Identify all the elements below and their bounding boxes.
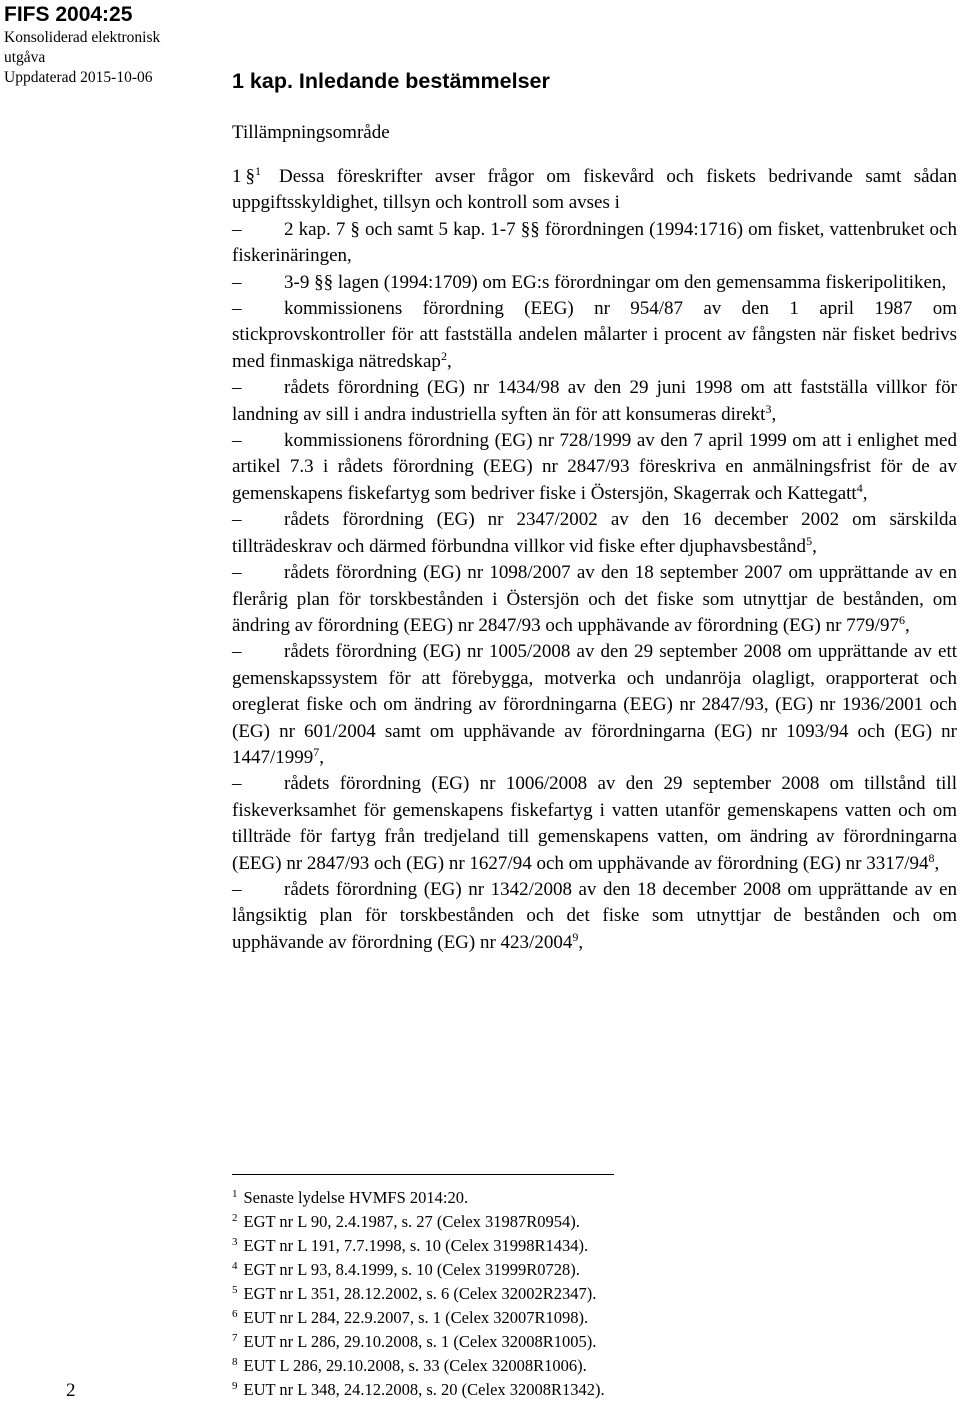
list-item-text: rådets förordning (EG) nr 1434/98 av den 29 juni 1998 om att fastställa villkor för landning av sill i andra industriella syften än för att konsumeras direkt — [232, 377, 957, 425]
footnote-number: 6 — [232, 1308, 238, 1320]
footnote-number: 8 — [232, 1356, 238, 1368]
footnote-number: 4 — [232, 1260, 238, 1272]
list-item-punctuation: , — [934, 852, 940, 874]
regulation-id: FIFS 2004:25 — [4, 3, 133, 26]
footnote — [232, 1306, 932, 1330]
footnote — [232, 1282, 932, 1306]
footnote-text: EUT L 286, 29.10.2008, s. 33 (Celex 32008R1006). — [243, 1356, 587, 1375]
updated-date: Uppdaterad 2015-10-06 — [4, 69, 153, 86]
footnote-text: EGT nr L 351, 28.12.2002, s. 6 (Celex 32002R2347). — [243, 1284, 597, 1303]
list-item-text: kommissionens förordning (EEG) nr 954/87 av den 1 april 1987 om stickprovskontroller för att fastställa andelen målarter i procent av fångsten när fisket bedrivs med finmaskiga nätredskap — [232, 298, 957, 372]
dash-bullet: – — [232, 430, 242, 452]
list-item-text: rådets förordning (EG) nr 1005/2008 av den 29 september 2008 om upprättande av ett gemenskapssystem för att förebygga, motverka och undanröja olagligt, orapporterat och oreglerat fiske och om ändring av förordningarna (EEG) nr 2847/93, (EG) nr 1936/2001 och (EG) nr 601/2004 samt om upphävande av förordningarna (EG) nr 1093/94 och (EG) nr 1447/1999 — [232, 641, 957, 768]
footnote — [232, 1186, 932, 1210]
list-item-text: kommissionens förordning (EG) nr 728/1999 av den 7 april 1999 om att i enlighet med artikel 7.3 i rådets förordning (EEG) nr 2847/93 föreskriva en anmälningsfrist för de av gemenskapens fiskefartyg som bedriver fiske i Östersjön, Skagerrak och Kattegatt — [232, 430, 957, 504]
list-item — [232, 560, 957, 639]
footnote — [232, 1258, 932, 1282]
footnote-ref: 7 — [313, 744, 320, 759]
dash-bullet: – — [232, 641, 242, 663]
footnote-number: 3 — [232, 1236, 238, 1248]
list-item-text: rådets förordning (EG) nr 1006/2008 av den 29 september 2008 om tillstånd till fiskeverksamhet för gemenskapens fiskefartyg i vatten utanför gemenskapens vatten och om tillträde för fartyg från tredjeland till gemenskapens vatten, om ändring av förordningarna (EEG) nr 2847/93 och (EG) nr 1627/94 och om upphävande av förordning (EG) nr 3317/94 — [232, 773, 957, 874]
footnote-number: 2 — [232, 1212, 238, 1224]
footnote-number: 9 — [232, 1380, 238, 1392]
footnote-text: EGT nr L 90, 2.4.1987, s. 27 (Celex 31987R0954). — [243, 1212, 580, 1231]
list-item — [232, 639, 957, 771]
paragraph-number: 1 — [232, 166, 242, 187]
footnote — [232, 1354, 932, 1378]
page-number: 2 — [66, 1380, 76, 1401]
list-item-punctuation: , — [578, 931, 584, 953]
paragraph-body — [232, 164, 957, 956]
footnote-ref: 1 — [255, 164, 261, 178]
paragraph-sign: §$^1$ — [245, 164, 261, 187]
footnote-text: Senaste lydelse HVMFS 2014:20. — [243, 1188, 469, 1207]
dash-bullet: – — [232, 509, 242, 531]
list-item-punctuation: , — [446, 350, 452, 372]
list-item — [232, 507, 957, 560]
footnote — [232, 1210, 932, 1234]
footnote-number: 1 — [232, 1188, 238, 1200]
footnote-ref: 2 — [440, 348, 447, 363]
document-header — [4, 2, 214, 88]
dash-bullet: – — [232, 377, 242, 399]
footnote-number: 7 — [232, 1332, 238, 1344]
footnote — [232, 1378, 932, 1402]
footnote — [232, 1234, 932, 1258]
edition-label-cont: utgåva — [4, 49, 46, 66]
dash-bullet: – — [232, 773, 242, 795]
list-item-text: rådets förordning (EG) nr 1098/2007 av den 18 september 2007 om upprättande av en flerårig plan för torskbestånden i Östersjön och det fiske som utnyttjar de bestånden, om ändring av förordning (EEG) nr 2847/93 och upphävande av förordning (EG) nr 779/97 — [232, 562, 957, 636]
list-item-text: rådets förordning (EG) nr 2347/2002 av den 16 december 2002 om särskilda tillträdeskrav och därmed förbundna villkor vid fiske efter djuphavsbestånd — [232, 509, 957, 557]
footnote-ref: 6 — [898, 612, 905, 627]
paragraph-intro — [232, 164, 957, 217]
list-item — [232, 217, 957, 270]
section-heading: Tillämpningsområde — [232, 122, 390, 143]
paragraph-intro-text: Dessa föreskrifter avser frågor om fiskevård och fiskets bedrivande samt sådan uppgiftsskyldighet, tillsyn och kontroll som avses i — [232, 166, 957, 214]
list-item-punctuation: , — [812, 535, 817, 557]
footnote-text: EGT nr L 93, 8.4.1999, s. 10 (Celex 31999R0728). — [243, 1260, 580, 1279]
dash-bullet: – — [232, 298, 242, 320]
list-item — [232, 296, 957, 375]
dash-bullet: – — [232, 562, 242, 584]
list-item-punctuation: , — [904, 614, 910, 636]
footnote-text: EUT nr L 348, 24.12.2008, s. 20 (Celex 32008R1342). — [243, 1380, 605, 1399]
list-item-text: 2 kap. 7 § och samt 5 kap. 1-7 §§ förordningen (1994:1716) om fisket, vattenbruket och fiskerinäringen, — [232, 218, 957, 267]
dash-bullet: – — [232, 218, 242, 240]
list-item — [232, 771, 957, 877]
footnote-number: 5 — [232, 1284, 238, 1296]
footnote-text: EGT nr L 191, 7.7.1998, s. 10 (Celex 31998R1434). — [243, 1236, 589, 1255]
dash-list — [232, 217, 957, 956]
list-item-punctuation: , — [319, 746, 325, 768]
chapter-title: 1 kap. Inledande bestämmelser — [232, 69, 550, 93]
footnote-text: EUT nr L 284, 22.9.2007, s. 1 (Celex 32007R1098). — [243, 1308, 589, 1327]
list-item-punctuation: , — [771, 403, 777, 425]
footnote-divider — [232, 1174, 614, 1175]
list-item — [232, 428, 957, 507]
footnotes — [232, 1186, 932, 1402]
dash-bullet: – — [232, 878, 242, 900]
footnote-ref: 4 — [856, 480, 863, 495]
list-item — [232, 877, 957, 956]
list-item — [232, 375, 957, 428]
list-item-punctuation: , — [862, 482, 868, 504]
dash-bullet: – — [232, 271, 242, 293]
footnote-text: EUT nr L 286, 29.10.2008, s. 1 (Celex 32008R1005). — [243, 1332, 597, 1351]
footnote — [232, 1330, 932, 1354]
footnote-ref: 9 — [572, 929, 579, 944]
footnote-ref: 3 — [765, 401, 772, 416]
edition-label: Konsoliderad elektronisk — [4, 29, 161, 46]
list-item — [232, 270, 957, 296]
footnote-ref: 5 — [806, 533, 813, 548]
footnote-ref: 8 — [928, 850, 935, 865]
list-item-text: 3-9 §§ lagen (1994:1709) om EG:s förordningar om den gemensamma fiskeripolitiken, — [284, 271, 947, 293]
list-item-text: rådets förordning (EG) nr 1342/2008 av den 18 december 2008 om upprättande av en långsiktig plan för torskbestånden och det fiske som utnyttjar de bestånden och om upphävande av förordning (EG) nr 423/2004 — [232, 878, 957, 953]
